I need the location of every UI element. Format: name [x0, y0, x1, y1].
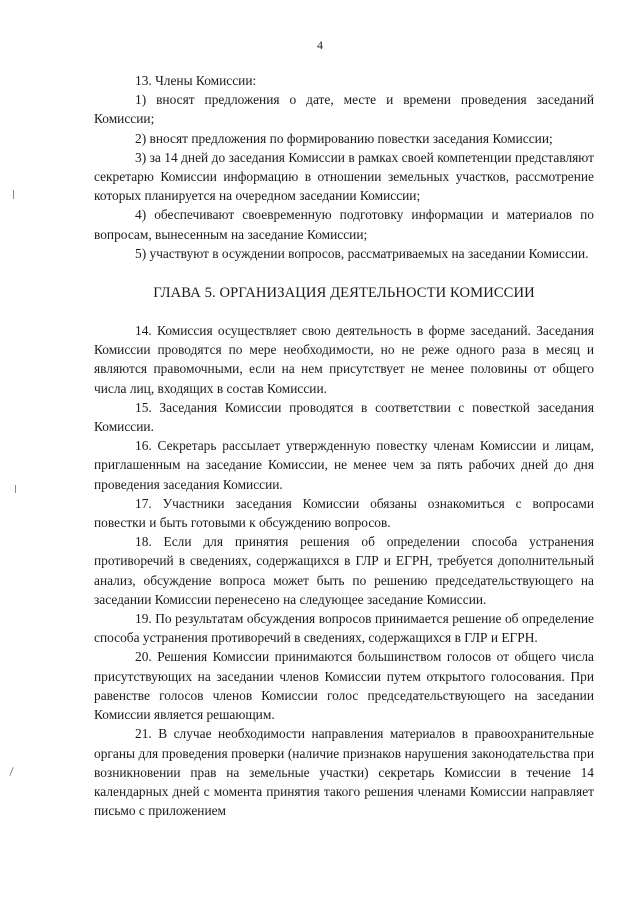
members-item-5: 5) участвуют в осуждении вопросов, рассматриваемых на заседании Комиссии.: [135, 245, 589, 261]
paragraph-14: 14. Комиссия осуществляет свою деятельность в форме заседаний. Заседания Комиссии проводятся по мере необходимости, но не реже одного раза в месяц и являются правомочными, если на нем присутствует не менее половины от общего числа лиц, входящих в состав Комиссии.: [94, 323, 594, 396]
paragraph-20: 20. Решения Комиссии принимаются большинством голосов от общего числа присутствующих на заседании членов Комиссии путем открытого голосования. При равенстве голосов членов Комиссии голос председательствующего на заседании Комиссии является решающим.: [94, 649, 594, 723]
members-item-4: 4) обеспечивают своевременную подготовку информации и материалов по вопросам, вынесенным на заседание Комиссии;: [94, 207, 594, 242]
page-number: 4: [317, 38, 323, 52]
members-item-1: 1) вносят предложения о дате, месте и времени проведения заседаний Комиссии;: [94, 92, 594, 127]
members-lead: 13. Члены Комиссии:: [135, 73, 257, 88]
scan-mark-top: [13, 190, 14, 199]
chapter-5-paragraphs: [94, 321, 594, 820]
members-item-2: 2) вносят предложения по формированию повестки заседания Комиссии;: [135, 130, 553, 146]
paragraph-21: 21. В случае необходимости направления материалов в правоохранительные органы для проведения проверки (наличие признаков нарушения законодательства при возникновении прав на земельные участки) секретарь Комиссии в течение 14 календарных дней с момента принятия такого решения членами Комиссии направляет письмо с приложением: [94, 726, 594, 819]
paragraph-15: 15. Заседания Комиссии проводятся в соответствии с повесткой заседания Комиссии.: [94, 399, 594, 435]
paragraph-18: 18. Если для принятия решения об определении способа устранения противоречий в сведениях, содержащихся в ГЛР и ЕГРН, требуется дополнительный анализ, обсуждение вопроса может быть по решению председательствующего на заседании Комиссии перенесено на следующее заседание Комиссии.: [94, 534, 594, 607]
members-item-3: 3) за 14 дней до заседания Комиссии в рамках своей компетенции представляют секретарю Комиссии информацию в отношении земельных участков, рассмотрение которых планируется на очередном заседании Комиссии;: [94, 149, 594, 204]
members-section: [94, 71, 594, 263]
scan-mark-bottom: [9, 767, 13, 776]
scan-mark-middle: [15, 485, 16, 493]
paragraph-19: 19. По результатам обсуждения вопросов принимается решение об определение способа устранения противоречий в сведениях, содержащихся в ГЛР и ЕГРН.: [94, 611, 594, 646]
paragraph-17: 17. Участники заседания Комиссии обязаны ознакомиться с вопросами повестки и быть готовыми к обсуждению вопросов.: [94, 495, 594, 531]
paragraph-16: 16. Секретарь рассылает утвержденную повестку членам Комиссии и лицам, приглашенным на заседание Комиссии, не менее чем за пять рабочих дней до дня проведения заседания Комиссии.: [94, 438, 594, 492]
chapter-heading: ГЛАВА 5. ОРГАНИЗАЦИЯ ДЕЯТЕЛЬНОСТИ КОМИССИИ: [153, 285, 535, 302]
document-body: [94, 71, 594, 820]
